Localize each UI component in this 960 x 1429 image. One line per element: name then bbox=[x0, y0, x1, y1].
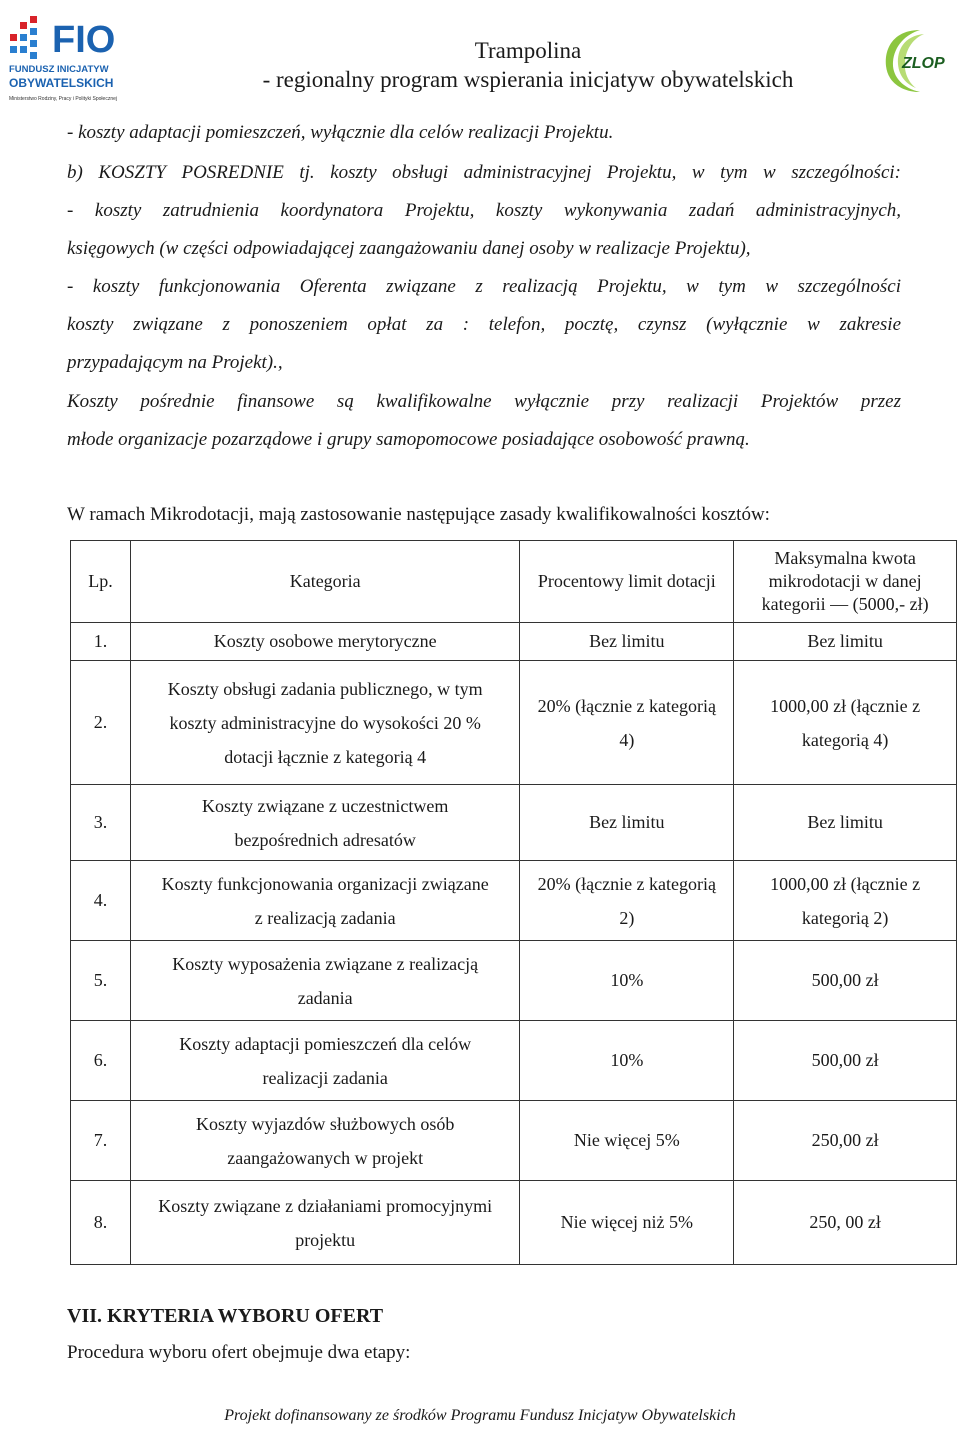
row-lp: 5. bbox=[71, 941, 131, 1021]
row-kategoria: Koszty funkcjonowania organizacji związane z realizacją zadania bbox=[130, 861, 520, 941]
paragraph-kwalifikowalne-1: Koszty pośrednie finansowe są kwalifikowalne wyłącznie przy realizacji Projektów przez bbox=[67, 391, 901, 412]
section-intro: Procedura wyboru ofert obejmuje dwa etapy: bbox=[67, 1342, 411, 1363]
row-max: 250,00 zł bbox=[734, 1101, 957, 1181]
svg-text:ZLOP: ZLOP bbox=[902, 55, 945, 72]
row-lp: 4. bbox=[71, 861, 131, 941]
row-kategoria: Koszty obsługi zadania publicznego, w tym koszty administracyjne do wysokości 20 % dotacji łącznie z kategorią 4 bbox=[130, 661, 520, 785]
row-kategoria: Koszty adaptacji pomieszczeń dla celów realizacji zadania bbox=[130, 1021, 520, 1101]
paragraph-funkcjonowanie-3: przypadającym na Projekt)., bbox=[67, 352, 283, 373]
header-limit: Procentowy limit dotacji bbox=[520, 541, 734, 623]
page-footer: Projekt dofinansowany ze środków Programu Fundusz Inicjatyw Obywatelskich bbox=[224, 1407, 736, 1424]
svg-text:OBYWATELSKICH: OBYWATELSKICH bbox=[9, 76, 114, 90]
header-max: Maksymalna kwota mikrodotacji w danej kategorii — (5000,- zł) bbox=[734, 541, 957, 623]
row-max: 1000,00 zł (łącznie z kategorią 2) bbox=[734, 861, 957, 941]
program-subtitle: - regionalny program wspierania inicjatyw obywatelskich bbox=[262, 67, 794, 92]
svg-text:Ministerstwo Rodziny, Pracy i: Ministerstwo Rodziny, Pracy i Polityki Społecznej bbox=[9, 96, 118, 102]
paragraph-zatrudnienie-2: księgowych (w części odpowiadającej zaangażowaniu danej osoby w realizacje Projektu), bbox=[67, 238, 751, 259]
row-kategoria: Koszty związane z uczestnictwem bezpośrednich adresatów bbox=[130, 785, 520, 861]
row-limit: Nie więcej niż 5% bbox=[520, 1181, 734, 1265]
row-lp: 1. bbox=[71, 623, 131, 661]
row-limit: 10% bbox=[520, 941, 734, 1021]
paragraph-funkcjonowanie-2: koszty związane z ponoszeniem opłat za : telefon, pocztę, czynsz (wyłącznie w zakresie bbox=[67, 314, 901, 335]
table-header-row bbox=[71, 541, 957, 623]
paragraph-zatrudnienie-1: - koszty zatrudnienia koordynatora Projektu, koszty wykonywania zadań administracyjnych, bbox=[67, 200, 901, 221]
table-row bbox=[71, 623, 957, 661]
table-row bbox=[71, 941, 957, 1021]
row-kategoria: Koszty związane z działaniami promocyjnymi projektu bbox=[130, 1181, 520, 1265]
header-title bbox=[200, 36, 856, 94]
row-max: Bez limitu bbox=[734, 785, 957, 861]
row-max: 500,00 zł bbox=[734, 941, 957, 1021]
row-lp: 7. bbox=[71, 1101, 131, 1181]
paragraph-koszty-posrednie: b) KOSZTY POSREDNIE tj. koszty obsługi administracyjnej Projektu, w tym w szczególności: bbox=[67, 162, 901, 183]
row-lp: 6. bbox=[71, 1021, 131, 1101]
table-row bbox=[71, 1021, 957, 1101]
table-row bbox=[71, 861, 957, 941]
row-lp: 3. bbox=[71, 785, 131, 861]
svg-text:FIO: FIO bbox=[52, 19, 116, 61]
table-row bbox=[71, 1101, 957, 1181]
row-limit: 20% (łącznie z kategorią 4) bbox=[520, 661, 734, 785]
zlop-logo bbox=[880, 26, 956, 96]
section-heading: VII. KRYTERIA WYBORU OFERT bbox=[67, 1305, 384, 1327]
row-limit: Nie więcej 5% bbox=[520, 1101, 734, 1181]
row-max: 500,00 zł bbox=[734, 1021, 957, 1101]
header-lp: Lp. bbox=[71, 541, 131, 623]
row-lp: 2. bbox=[71, 661, 131, 785]
row-lp: 8. bbox=[71, 1181, 131, 1265]
paragraph-adaptacja: - koszty adaptacji pomieszczeń, wyłącznie dla celów realizacji Projektu. bbox=[67, 122, 614, 143]
table-lead-text: W ramach Mikrodotacji, mają zastosowanie następujące zasady kwalifikowalności kosztów: bbox=[67, 504, 770, 525]
row-kategoria: Koszty wyposażenia związane z realizacją zadania bbox=[130, 941, 520, 1021]
program-title: Trampolina bbox=[474, 38, 582, 63]
row-limit: Bez limitu bbox=[520, 623, 734, 661]
row-limit: 10% bbox=[520, 1021, 734, 1101]
header-kategoria: Kategoria bbox=[130, 541, 520, 623]
row-max: Bez limitu bbox=[734, 623, 957, 661]
table-row bbox=[71, 661, 957, 785]
cost-eligibility-table bbox=[70, 540, 957, 1265]
fio-dots-icon bbox=[10, 16, 37, 59]
row-kategoria: Koszty osobowe merytoryczne bbox=[130, 623, 520, 661]
fio-logo bbox=[6, 12, 138, 106]
row-limit: Bez limitu bbox=[520, 785, 734, 861]
row-max: 1000,00 zł (łącznie z kategorią 4) bbox=[734, 661, 957, 785]
svg-text:FUNDUSZ INICJATYW: FUNDUSZ INICJATYW bbox=[9, 64, 109, 75]
paragraph-funkcjonowanie-1: - koszty funkcjonowania Oferenta związane z realizacją Projektu, w tym w szczególności bbox=[67, 276, 901, 297]
row-kategoria: Koszty wyjazdów służbowych osób zaangażowanych w projekt bbox=[130, 1101, 520, 1181]
table-row bbox=[71, 785, 957, 861]
row-limit: 20% (łącznie z kategorią 2) bbox=[520, 861, 734, 941]
table-row bbox=[71, 1181, 957, 1265]
row-max: 250, 00 zł bbox=[734, 1181, 957, 1265]
paragraph-kwalifikowalne-2: młode organizacje pozarządowe i grupy samopomocowe posiadające osobowość prawną. bbox=[67, 429, 750, 450]
